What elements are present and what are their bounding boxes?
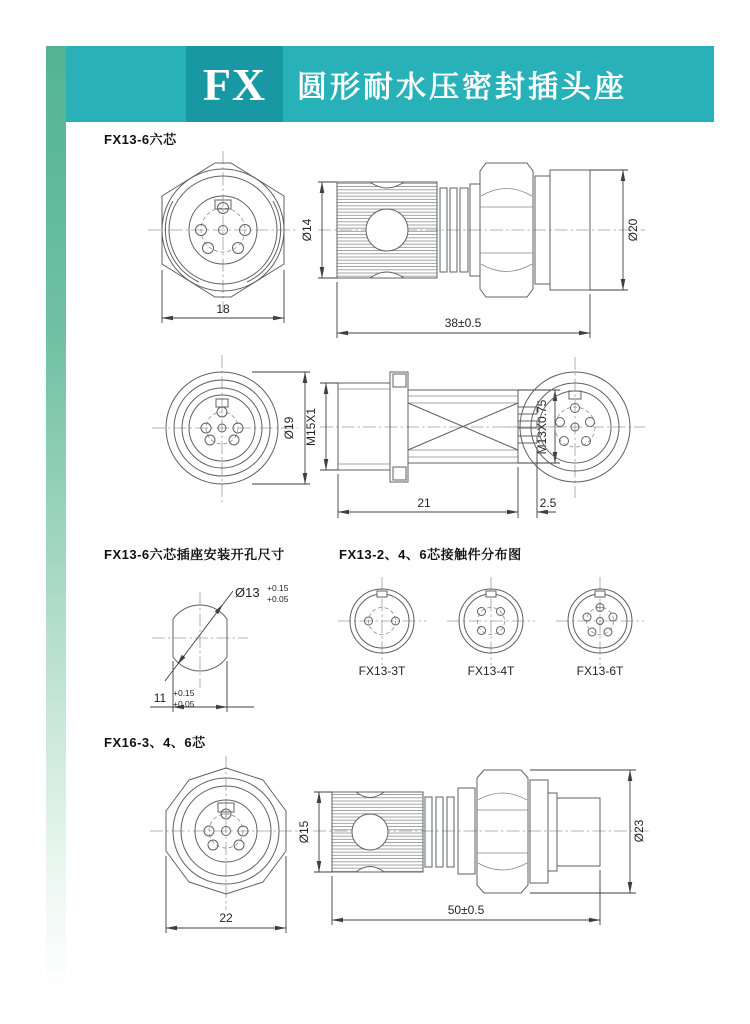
- dim-fx16-length: 50±0.5: [447, 903, 485, 917]
- dim-hole-dia-tol-low: +0.05: [267, 594, 289, 604]
- dim-fx13-body-len: 21: [417, 496, 431, 510]
- dim-fx13-rear-thread: M13X0.75: [535, 399, 549, 455]
- dim-fx13-socket-dia: Ø19: [282, 416, 296, 440]
- contact-label-4t: FX13-4T: [467, 664, 515, 678]
- dim-fx13-length: 38±0.5: [444, 316, 482, 330]
- dim-fx16-body-dia: Ø23: [632, 819, 646, 843]
- section-label-mounting: FX13-6六芯插座安装开孔尺寸: [104, 547, 285, 562]
- dim-hole-width-tol-up: +0.15: [173, 688, 195, 698]
- contact-distribution-views: [338, 577, 644, 678]
- contact-view-6t: [556, 577, 644, 665]
- fx13-front-view: [148, 151, 298, 323]
- contact-label-3t: FX13-3T: [358, 664, 406, 678]
- fx16-side-view: [297, 770, 650, 925]
- section-label-fx16: FX16-3、4、6芯: [104, 735, 206, 750]
- section-label-contacts: FX13-2、4、6芯接触件分布图: [339, 547, 522, 562]
- dim-fx13-front-thread: M15X1: [304, 407, 318, 447]
- dim-hole-width: 11: [153, 691, 167, 705]
- mounting-hole-drawing: [150, 583, 289, 712]
- dim-fx16-knurl-dia: Ø15: [297, 820, 311, 844]
- contact-view-4t: [447, 577, 535, 665]
- fx13-socket-front-view: [152, 355, 310, 502]
- dim-fx13-pin-len: 2.5: [539, 496, 557, 510]
- dim-hole-dia-tol-up: +0.15: [267, 583, 289, 593]
- dim-hole-dia: Ø13: [235, 585, 260, 600]
- dim-fx13-width: 18: [216, 302, 230, 316]
- dim-fx16-width: 22: [219, 911, 233, 925]
- contact-label-6t: FX13-6T: [576, 664, 624, 678]
- page-title: 圆形耐水压密封插头座: [297, 71, 627, 104]
- fx16-front-view: [150, 756, 302, 933]
- dim-hole-width-tol-low: +0.05: [173, 699, 195, 709]
- contact-view-3t: [338, 577, 426, 665]
- dim-fx13-knurl-dia: Ø14: [300, 218, 314, 242]
- brand-text: FX: [202, 58, 267, 110]
- fx13-side-view: [300, 163, 645, 338]
- section-label-fx13: FX13-6六芯: [104, 132, 177, 147]
- fx13-socket-side-view: [304, 372, 565, 518]
- dim-fx13-body-dia: Ø20: [626, 218, 640, 242]
